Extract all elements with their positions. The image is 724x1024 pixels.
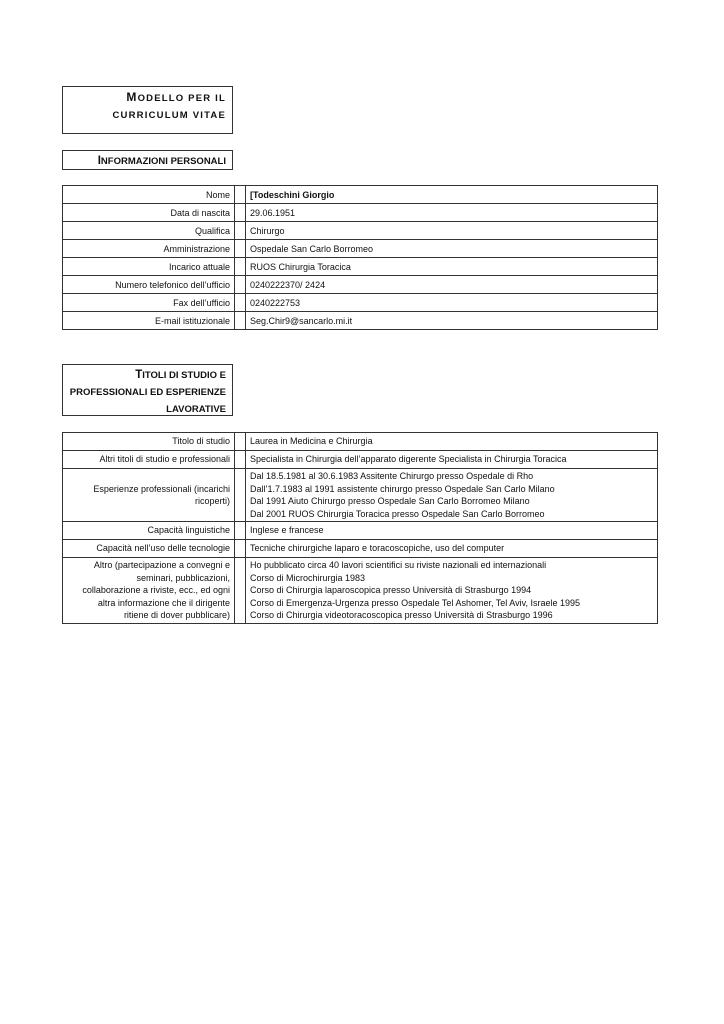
spacer-cell [235, 276, 246, 294]
field-value: 0240222370/ 2424 [246, 276, 658, 294]
field-label-line: Titolo di studio [172, 436, 230, 447]
table-row [63, 186, 658, 204]
spacer-cell [235, 469, 246, 522]
table-row [63, 433, 658, 451]
spacer-cell [235, 540, 246, 558]
education-experience-heading: TITOLI DI STUDIO E PROFESSIONALI ED ESPERIENZE LAVORATIVE [62, 364, 233, 416]
field-label-line: seminari, pubblicazioni, [136, 572, 230, 583]
field-value [246, 558, 658, 624]
field-label-line: ritiene di dover pubblicare) [123, 610, 230, 620]
field-value: [Todeschini Giorgio [246, 186, 658, 204]
field-value-line: Corso di Emergenza-Urgenza presso Ospedale Tel Ashomer, Tel Aviv, Israele 1995 [250, 597, 581, 608]
field-value-line: Laurea in Medicina e Chirurgia [250, 436, 373, 447]
field-label [63, 558, 235, 624]
spacer-cell [235, 294, 246, 312]
field-value-line: Ho pubblicato circa 40 lavori scientifici su riviste nazionali ed internazionali [250, 560, 547, 570]
field-value: Chirurgo [246, 222, 658, 240]
field-label: E-mail istituzionale [63, 312, 235, 330]
field-label-line: Capacità nell’uso delle tecnologie [96, 543, 230, 554]
table-row [63, 522, 658, 540]
field-label: Qualifica [63, 222, 235, 240]
field-label [63, 469, 235, 522]
field-label: Nome [63, 186, 235, 204]
field-value-line: Dal 18.5.1981 al 30.6.1983 Assitente Chirurgo presso Ospedale di Rho [250, 471, 534, 481]
field-value: 0240222753 [246, 294, 658, 312]
field-label-line: ricoperti) [194, 496, 230, 506]
personal-info-heading: INFORMAZIONI PERSONALI [62, 150, 233, 170]
table-row [63, 558, 658, 624]
field-label: Amministrazione [63, 240, 235, 258]
field-label-line: Esperienze professionali (incarichi [93, 483, 230, 494]
education-experience-table [62, 432, 658, 624]
table-row [63, 258, 658, 276]
field-value-line: Corso di Chirurgia videotoracoscopica presso Università di Strasburgo 1996 [250, 610, 553, 620]
field-label-line: altra informazione che il dirigente [97, 597, 230, 608]
table-row [63, 540, 658, 558]
spacer-cell [235, 312, 246, 330]
document-title-line2: CURRICULUM VITAE [112, 110, 226, 121]
personal-info-table [62, 185, 658, 330]
table-row [63, 294, 658, 312]
table-row [63, 312, 658, 330]
field-label [63, 451, 235, 469]
field-value [246, 451, 658, 469]
field-value: RUOS Chirurgia Toracica [246, 258, 658, 276]
table-row [63, 276, 658, 294]
field-value [246, 433, 658, 451]
field-value-line: Tecniche chirurgiche laparo e toracoscopiche, uso del computer [250, 543, 505, 554]
table-row [63, 222, 658, 240]
field-value: Ospedale San Carlo Borromeo [246, 240, 658, 258]
field-label: Data di nascita [63, 204, 235, 222]
field-value-line: Corso di Chirurgia laparoscopica presso Università di Strasburgo 1994 [250, 585, 532, 595]
field-value-line: Corso di Microchirurgia 1983 [250, 572, 366, 583]
field-label: Numero telefonico dell’ufficio [63, 276, 235, 294]
spacer-cell [235, 186, 246, 204]
field-value-line: Dall’1.7.1983 al 1991 assistente chirurgo presso Ospedale San Carlo Milano [250, 483, 555, 494]
field-label: Fax dell’ufficio [63, 294, 235, 312]
table-row [63, 240, 658, 258]
spacer-cell [235, 558, 246, 624]
field-value [246, 522, 658, 540]
field-label [63, 433, 235, 451]
field-value-line: Specialista in Chirurgia dell’apparato digerente Specialista in Chirurgia Toracica [250, 454, 567, 465]
field-value-line: Dal 2001 RUOS Chirurgia Toracica presso Ospedale San Carlo Borromeo [250, 508, 545, 519]
field-label-line: Capacità linguistiche [147, 525, 230, 536]
field-label-line: Altri titoli di studio e professionali [99, 454, 230, 465]
field-label-line: collaborazione a riviste, ecc., ed ogni [82, 585, 230, 595]
field-label [63, 522, 235, 540]
spacer-cell [235, 240, 246, 258]
field-label-line: Altro (partecipazione a convegni e [93, 560, 230, 570]
field-value: 29.06.1951 [246, 204, 658, 222]
document-title-line1: MODELLO PER IL [126, 90, 226, 104]
field-value-line: Dal 1991 Aiuto Chirurgo presso Ospedale San Carlo Borromeo Milano [250, 496, 530, 506]
field-value [246, 469, 658, 522]
field-value-line: Inglese e francese [250, 525, 324, 536]
spacer-cell [235, 258, 246, 276]
spacer-cell [235, 433, 246, 451]
table-row [63, 451, 658, 469]
field-label: Incarico attuale [63, 258, 235, 276]
spacer-cell [235, 204, 246, 222]
spacer-cell [235, 222, 246, 240]
table-row [63, 204, 658, 222]
document-title-box [62, 86, 233, 134]
spacer-cell [235, 522, 246, 540]
spacer-cell [235, 451, 246, 469]
field-value [246, 540, 658, 558]
field-value: Seg.Chir9@sancarlo.mi.it [246, 312, 658, 330]
table-row [63, 469, 658, 522]
field-label [63, 540, 235, 558]
